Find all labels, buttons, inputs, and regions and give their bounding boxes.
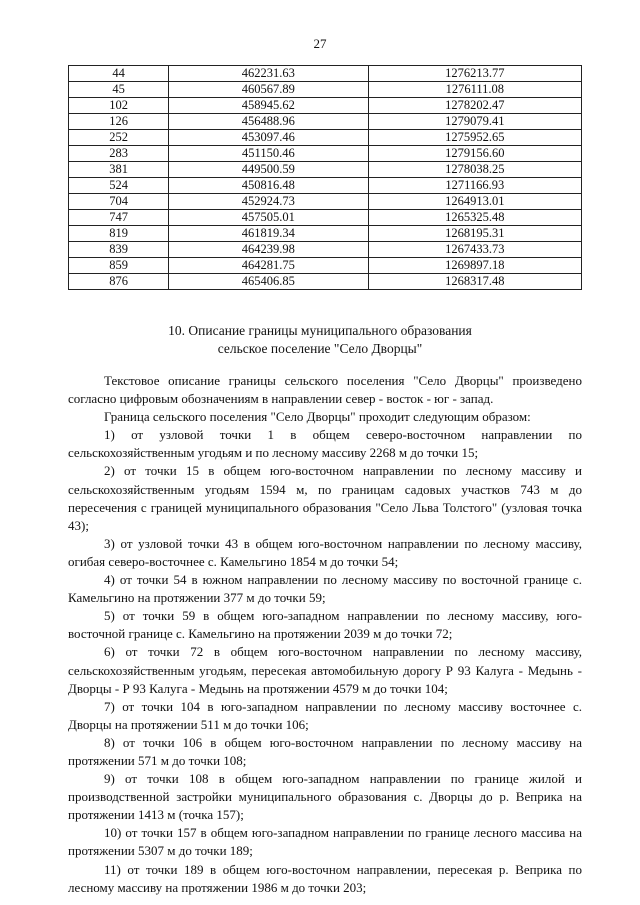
table-row [69,162,582,178]
point-number-cell: 44 [69,66,169,82]
point-number-cell: 859 [69,258,169,274]
table-row [69,146,582,162]
table-row [69,98,582,114]
x-coordinate-cell: 465406.85 [169,274,368,290]
section-title [0,322,640,358]
x-coordinate-cell: 452924.73 [169,194,368,210]
paragraph: 2) от точки 15 в общем юго-восточном направлении по лесному массиву и сельскохозяйственным угодьям 1594 м, по границам садовых участков 743 м до пересечения с границей муниципального образования "Село Льва Толстого" (узловая точка 43); [68,463,582,533]
section-title-line-1: 10. Описание границы муниципального образования [168,323,472,338]
x-coordinate-cell: 449500.59 [169,162,368,178]
y-coordinate-cell: 1276213.77 [368,66,581,82]
point-number-cell: 102 [69,98,169,114]
x-coordinate-cell: 453097.46 [169,130,368,146]
paragraph: 4) от точки 54 в южном направлении по лесному массиву по восточной границе с. Камельгино на протяжении 377 м до точки 59; [68,572,582,606]
table-row [69,242,582,258]
point-number-cell: 126 [69,114,169,130]
table-row [69,194,582,210]
table-row [69,274,582,290]
paragraph: Граница сельского поселения "Село Дворцы" проходит следующим образом: [104,409,531,425]
table-row [69,226,582,242]
table-row [69,114,582,130]
point-number-cell: 747 [69,210,169,226]
point-number-cell: 45 [69,82,169,98]
table-row [69,66,582,82]
x-coordinate-cell: 450816.48 [169,178,368,194]
y-coordinate-cell: 1269897.18 [368,258,581,274]
x-coordinate-cell: 451150.46 [169,146,368,162]
paragraph: 11) от точки 189 в общем юго-восточном направлении, пересекая р. Веприка по лесному массиву на протяжении 1986 м до точки 203; [68,861,582,895]
x-coordinate-cell: 461819.34 [169,226,368,242]
paragraph: 8) от точки 106 в общем юго-восточном направлении по лесному массиву на протяжении 571 м до точки 108; [68,734,582,768]
table-row [69,130,582,146]
y-coordinate-cell: 1279079.41 [368,114,581,130]
boundary-description [68,372,582,897]
x-coordinate-cell: 462231.63 [169,66,368,82]
y-coordinate-cell: 1278038.25 [368,162,581,178]
section-title-line-2: сельское поселение "Село Дворцы" [217,341,423,356]
paragraph: 7) от точки 104 в юго-западном направлении по лесному массиву восточнее с. Дворцы на протяжении 511 м до точки 106; [68,698,582,732]
y-coordinate-cell: 1264913.01 [368,194,581,210]
point-number-cell: 381 [69,162,169,178]
y-coordinate-cell: 1268317.48 [368,274,581,290]
y-coordinate-cell: 1278202.47 [368,98,581,114]
table-row [69,258,582,274]
y-coordinate-cell: 1279156.60 [368,146,581,162]
y-coordinate-cell: 1265325.48 [368,210,581,226]
page-number: 27 [313,36,327,51]
y-coordinate-cell: 1267433.73 [368,242,581,258]
point-number-cell: 252 [69,130,169,146]
x-coordinate-cell: 458945.62 [169,98,368,114]
x-coordinate-cell: 460567.89 [169,82,368,98]
x-coordinate-cell: 457505.01 [169,210,368,226]
paragraph: 9) от точки 108 в общем юго-западном направлении по границе жилой и производственной застройки муниципального образования с. Дворцы до р. Веприка на протяжении 1413 м (точка 157); [68,771,582,823]
y-coordinate-cell: 1275952.65 [368,130,581,146]
x-coordinate-cell: 456488.96 [169,114,368,130]
coordinates-table [68,65,582,290]
y-coordinate-cell: 1268195.31 [368,226,581,242]
point-number-cell: 876 [69,274,169,290]
point-number-cell: 704 [69,194,169,210]
table-row [69,82,582,98]
point-number-cell: 283 [69,146,169,162]
x-coordinate-cell: 464281.75 [169,258,368,274]
paragraph: 3) от узловой точки 43 в общем юго-восточном направлении по лесному массиву, огибая северо-восточнее с. Камельгино 1854 м до точки 54; [68,535,582,569]
x-coordinate-cell: 464239.98 [169,242,368,258]
y-coordinate-cell: 1271166.93 [368,178,581,194]
point-number-cell: 839 [69,242,169,258]
coordinates-table-body [69,66,582,290]
y-coordinate-cell: 1276111.08 [368,82,581,98]
point-number-cell: 819 [69,226,169,242]
point-number-cell: 524 [69,178,169,194]
paragraph: 10) от точки 157 в общем юго-западном направлении по границе лесного массива на протяжении 5307 м до точки 189; [68,825,582,859]
paragraph: 1) от узловой точки 1 в общем северо-восточном направлении по сельскохозяйственным угодьям и по лесному массиву 2268 м до точки 15; [68,427,582,461]
paragraph: 5) от точки 59 в общем юго-западном направлении по лесному массиву, юго-восточной границе с. Камельгино на протяжении 2039 м до точки 72; [68,608,582,642]
table-row [69,178,582,194]
table-row [69,210,582,226]
paragraph: Текстовое описание границы сельского поселения "Село Дворцы" произведено согласно цифровым обозначениям в направлении север - восток - юг - запад. [68,373,582,407]
paragraph: 6) от точки 72 в общем юго-восточном направлении по лесному массиву, сельскохозяйственным угодьям, пересекая автомобильную дорогу Р 93 Калуга - Медынь - Дворцы - Р 93 Калуга - Медынь на протяжении 4579 м до точки 104; [68,644,582,696]
